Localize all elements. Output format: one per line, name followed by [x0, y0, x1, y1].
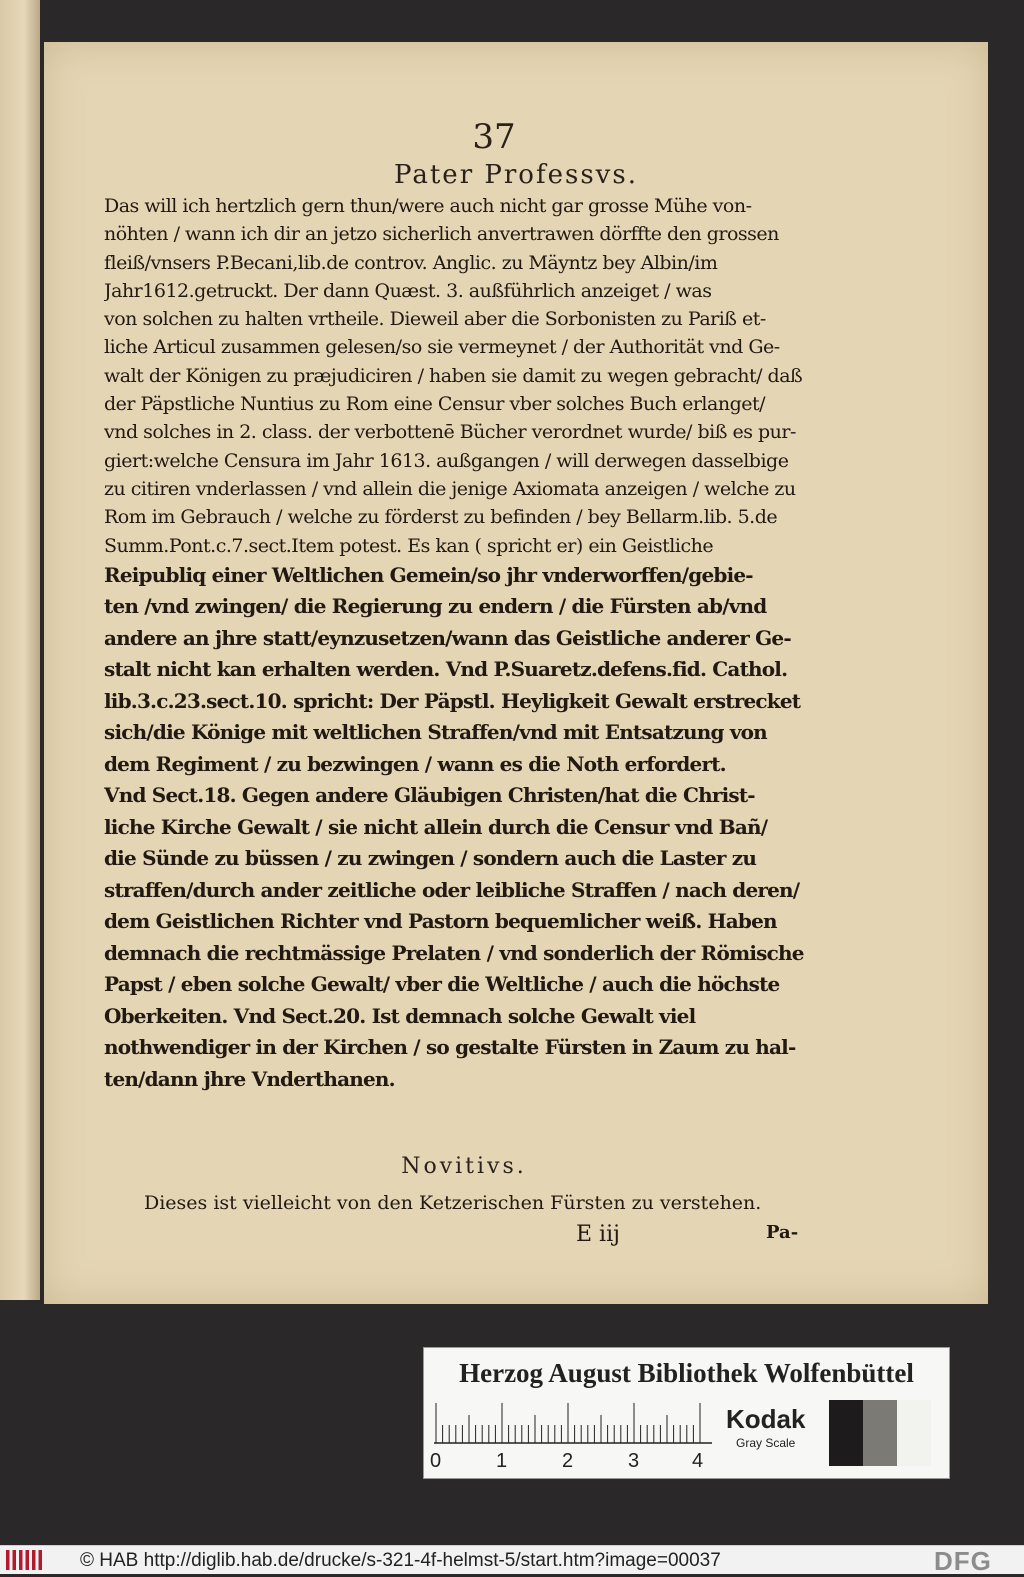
- text-line: liche Kirche Gewalt / sie nicht allein durch die Censur vnd Bañ/: [104, 814, 768, 839]
- speaker-heading: Novitivs.: [401, 1154, 527, 1179]
- logo-bar: [39, 1550, 43, 1570]
- text-line: fleiß/vnsers P.Becani,lib.de controv. Anglic. zu Mäyntz bey Albin/im: [104, 251, 718, 274]
- text-line: Reipubliq einer Weltlichen Gemein/so jhr vnderworffen/gebie-: [104, 562, 753, 587]
- gray-swatch-dark: [829, 1400, 863, 1466]
- logo-bar: [19, 1550, 23, 1570]
- text-line: Rom im Gebrauch / welche zu förderst zu befinden / bey Bellarm.lib. 5.de: [104, 506, 778, 529]
- text-line: Das will ich hertzlich gern thun/were auch nicht gar grosse Mühe von-: [104, 195, 752, 217]
- adjacent-page-edge: [0, 0, 40, 1300]
- logo-bar: [26, 1550, 30, 1570]
- text-line: nothwendiger in der Kirchen / so gestalte Fürsten in Zaum zu hal-: [104, 1035, 796, 1060]
- text-line: Vnd Sect.18. Gegen andere Gläubigen Christen/hat die Christ-: [104, 783, 755, 808]
- kodak-logo: Kodak: [726, 1404, 806, 1434]
- text-line: giert:welche Censura im Jahr 1613. außgangen / will derwegen dasselbige: [104, 449, 789, 472]
- footer-bar: [0, 1545, 1024, 1574]
- speaker-line: Dieses ist vielleicht von den Ketzerischen Fürsten zu verstehen.: [144, 1192, 762, 1214]
- text-line: dem Regiment / zu bezwingen / wann es die Noth erfordert.: [104, 751, 726, 776]
- text-line: ten/dann jhre Vnderthanen.: [104, 1066, 395, 1091]
- gray-swatches: [829, 1400, 939, 1466]
- text-line: dem Geistlichen Richter vnd Pastorn bequemlicher weiß. Haben: [104, 909, 777, 934]
- dfg-logo: DFG: [934, 1546, 992, 1576]
- library-name: Herzog August Bibliothek Wolfenbüttel: [459, 1358, 914, 1388]
- text-line: stalt nicht kan erhalten werden. Vnd P.Suaretz.defens.fid. Cathol.: [104, 657, 788, 682]
- ruler-number: 3: [628, 1450, 640, 1472]
- logo-bar: [6, 1550, 10, 1570]
- text-line: straffen/durch ander zeitliche oder leibliche Straffen / nach deren/: [104, 877, 800, 902]
- text-line: Papst / eben solche Gewalt/ vber die Weltliche / auch die höchste: [104, 972, 780, 997]
- book-page: [44, 42, 988, 1304]
- ruler-number: 1: [496, 1450, 508, 1472]
- text-line: walt der Königen zu præjudiciren / haben sie damit zu wegen gebracht/ daß: [104, 364, 803, 387]
- text-line: die Sünde zu büssen / zu zwingen / sondern auch die Laster zu: [104, 846, 757, 871]
- text-line: Oberkeiten. Vnd Sect.20. Ist demnach solche Gewalt viel: [104, 1003, 696, 1028]
- catchword: Pa-: [766, 1222, 799, 1243]
- color-reference-card: [423, 1347, 950, 1479]
- text-line: Jahr1612.getruckt. Der dann Quæst. 3. außführlich anzeiget / was: [104, 279, 712, 302]
- text-line: von solchen zu halten vrtheile. Dieweil aber die Sorbonisten zu Pariß et-: [104, 308, 766, 331]
- text-line: sich/die Könige mit weltlichen Straffen/vnd mit Entsatzung von: [104, 720, 767, 745]
- text-line: ten /vnd zwingen/ die Regierung zu endern / die Fürsten ab/vnd: [104, 594, 767, 619]
- ruler-icon: [434, 1400, 712, 1444]
- ruler-number: 2: [562, 1450, 574, 1472]
- text-line: zu citiren vnderlassen / vnd allein die jenige Axiomata anzeigen / welche zu: [104, 477, 796, 500]
- signature-mark: E iij: [576, 1222, 620, 1247]
- page-number: 37: [472, 117, 516, 157]
- running-head: Pater Professvs.: [394, 160, 638, 190]
- logo-bar: [32, 1550, 36, 1570]
- logo-bar: [13, 1550, 17, 1570]
- text-line: nöhten / wann ich dir an jetzo sicherlich anvertrawen dörffte den grossen: [104, 223, 779, 246]
- text-line: andere an jhre statt/eynzusetzen/wann das Geistliche anderer Ge-: [104, 625, 791, 650]
- text-line: demnach die rechtmässige Prelaten / vnd sonderlich der Römische: [104, 940, 804, 965]
- text-line: der Päpstliche Nuntius zu Rom eine Censur vber solches Buch erlanget/: [104, 393, 766, 416]
- copyright-url[interactable]: © HAB http://diglib.hab.de/drucke/s-321-4f-helmst-5/start.htm?image=00037: [80, 1550, 721, 1571]
- text-line: lib.3.c.23.sect.10. spricht: Der Päpstl. Heyligkeit Gewalt erstrecket: [104, 688, 801, 713]
- text-line: liche Articul zusammen gelesen/so sie vermeynet / der Authorität vnd Ge-: [104, 336, 780, 359]
- text-line: Summ.Pont.c.7.sect.Item potest. Es kan ( spricht er) ein Geistliche: [104, 534, 714, 557]
- hab-logo-icon: [6, 1550, 46, 1570]
- gray-swatch-mid: [863, 1400, 897, 1466]
- ruler-number: 4: [692, 1450, 704, 1472]
- ruler-number: 0: [430, 1450, 442, 1472]
- body-text: [104, 192, 812, 1095]
- text-line: vnd solches in 2. class. der verbottenē Bücher verordnet wurde/ biß es pur-: [104, 421, 796, 444]
- gray-swatch-light: [897, 1400, 931, 1466]
- gray-scale-label: Gray Scale: [736, 1436, 796, 1450]
